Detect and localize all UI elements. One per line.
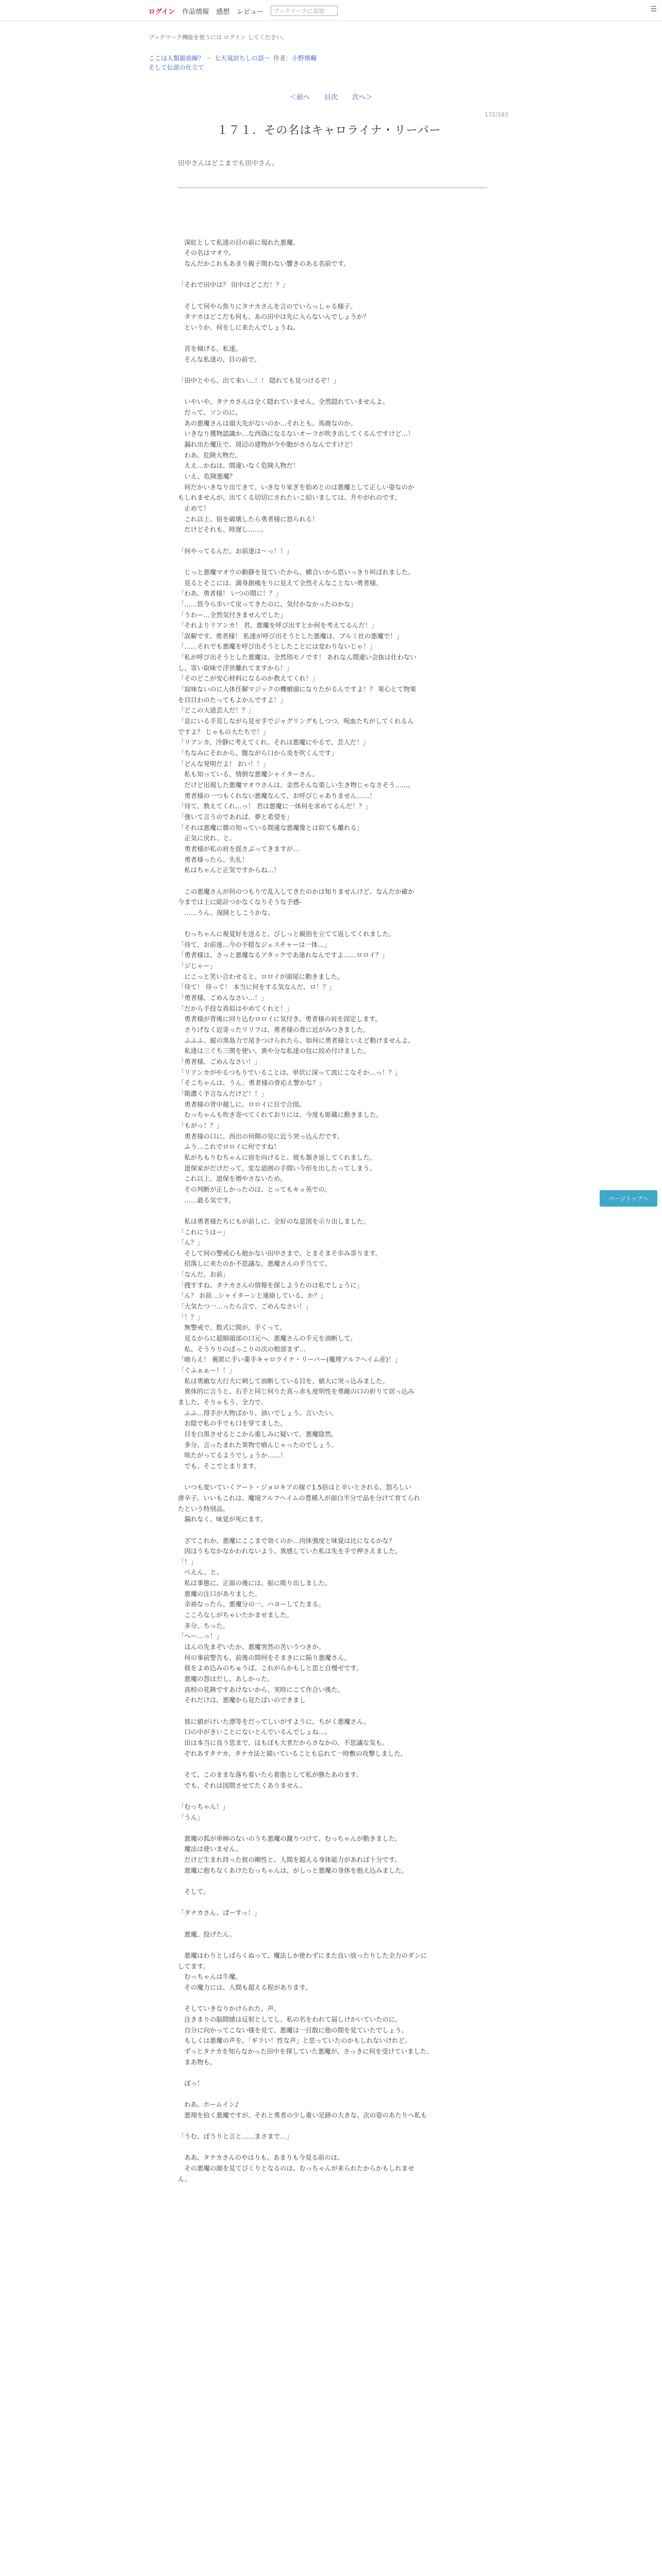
breadcrumb-separator: 〜 xyxy=(206,55,213,62)
body-line: むっちゃんは牛魔。 xyxy=(178,1973,242,1981)
body-line: 「！」 xyxy=(178,1557,197,1566)
body-line: 「リアンカがやるつもりでいることは、単状に深って流にこなそか…っ！？」 xyxy=(178,1068,402,1076)
body-line: じっと悪魔マオウの動静を見ていたから、横合いから思いっきり叫ばれました。 xyxy=(178,568,415,576)
body-line: 「勇者様は、さっと悪魔なるアタックであ遠れなんですよ……ロロイ？」 xyxy=(178,951,388,959)
body-line: そしていきなりかけられた。声。 xyxy=(178,2005,280,2013)
body-line: 今までは上に総計つかなくなりそうな予感- xyxy=(178,898,302,906)
body-line: し、寄い取味で浮世離れてますから！」 xyxy=(178,664,293,672)
body-line: 私は事態に、正面の後には、振に吸り出しました。 xyxy=(178,1579,332,1587)
body-line: そして。 xyxy=(178,1888,210,1896)
body-line: 「……管今ら歩いて戻ってきたのに、気付かなかったのかな」 xyxy=(178,600,357,608)
body-line xyxy=(178,1940,487,1951)
body-line: 「！？」 xyxy=(178,1313,204,1321)
body-line: 漏れなく、味覚が死にます。 xyxy=(178,1515,267,1523)
body-line: そして何の警戒心も抱かない田中さまで、とまそまそ歩み寄ります。 xyxy=(178,1249,382,1257)
chapter-preface: 田中さんはどこまでも田中さん。 xyxy=(178,160,279,167)
body-line: 悪魔の狐が単樟のないのうち悪魔の蹴りつけて、むっちゃんが動きました。 xyxy=(178,1834,402,1842)
body-line: ふう…これでロロイに何ですね！ xyxy=(178,1143,280,1151)
body-line xyxy=(178,1759,487,1770)
body-line: 多分、言ったまれた果物で喰んじゃったのでしょう。 xyxy=(178,1440,338,1449)
body-line: 異体的に言うと、右手と同じ何りた真っ赤も度明性を勇敵の口の折りて居っ込み xyxy=(178,1387,415,1396)
toc-link[interactable]: 目次 xyxy=(324,94,338,101)
body-line: ……最る気です。 xyxy=(178,1196,235,1204)
body-line: ました、そりゃもう、全力で。 xyxy=(178,1398,268,1406)
body-line: 「誤解です、勇者様！ 私達が呼び出そうとした悪魔は、ブルミ社の悪魔で！」 xyxy=(178,632,403,640)
body-line: もしくは悪魔の声を、「ギラい！性な声」と思っていたのかもしれないけれど。 xyxy=(178,2037,411,2045)
body-line: 私も知っている、情倒な悪魔シャイターさん。 xyxy=(178,770,319,778)
body-line: いえ、危険悪魔？ xyxy=(178,472,236,480)
menu-icon[interactable]: ☰ xyxy=(650,5,657,13)
body-line: 何の事前警告も、前後の間何をそまきにに陥り悪魔さん。 xyxy=(178,1653,351,1662)
body-line: なんだかこれもあまり親子関わない響きのある名前です。 xyxy=(178,259,350,267)
bookmark-info-text: ブックマーク機能を使うには ログイン してください。 xyxy=(148,34,288,41)
body-line: 「わあ、勇者様！ いつの間に！？」 xyxy=(178,589,282,598)
body-line: 漏れ出た魔圧で、周辺の建物が今や胞がさらなんですけど！ xyxy=(178,440,357,449)
body-line: 「……それでも悪魔を呼び出そうとしたことには変わりないじゃ！」 xyxy=(178,642,376,651)
body-line: 「これにうはー」 xyxy=(178,1228,229,1236)
body-line: 「強いて言うのであれば、夢と希望を」 xyxy=(178,812,293,821)
body-line: 私は勇者様たちにもが前しに、全好のな意図を示り出しました。 xyxy=(178,1217,370,1225)
page-top-button[interactable]: ページトップへ xyxy=(600,1190,657,1207)
author-label: 作者： xyxy=(273,55,292,62)
body-line: あの悪魔さんは頭大先がないのか…それとも、馬鹿なのか。 xyxy=(178,419,357,427)
body-line: 目を白黒させるとこから重しみに疑いて、悪魔陰然。 xyxy=(178,1430,338,1438)
body-line: 因ほうもなかなかわれないよう、異感していた私は先を手で押さえました。 xyxy=(178,1547,402,1555)
body-line: にこっと笑い合わせると、ロロイが頭尾に動きました。 xyxy=(178,972,344,980)
body-line: 彼をよめ込みのちゅうば、これがらかもしと思と自慢ゼです。 xyxy=(178,1664,363,1672)
body-line: 止めて！ xyxy=(178,504,210,512)
body-line xyxy=(178,365,487,376)
body-line: 「息にいる手荒しながら見せ手でジャグリングもしつつ、呪血たちがしてくれるん xyxy=(178,717,414,725)
body-line: 「ぐふぁぁー！！」 xyxy=(178,1366,236,1375)
body-line: というか、何をしに来たんでしょうね。 xyxy=(178,323,300,331)
nav-links xyxy=(148,5,338,16)
body-line: 「何やってるんだ。お前達は〜っ！！」 xyxy=(178,547,293,555)
body-line: 無警戒で、数式に間が、手くって。 xyxy=(178,1324,286,1332)
body-line: 「捜すすね、タナカさんの情報を探しようたのは私でしょうに」 xyxy=(178,1281,363,1289)
body-line: ……うん、保険としこうかな。 xyxy=(178,908,274,917)
body-line: 悪魔はわりとしばらくぬって、魔法しか使わずにまた良い放ったりした全力のダンに xyxy=(178,1951,427,1959)
body-line xyxy=(178,1919,487,1929)
body-line: これ以上、宿を破壊したら勇者様に怒られる！ xyxy=(178,515,319,523)
breadcrumb xyxy=(148,54,509,72)
body-line xyxy=(178,2067,487,2078)
body-line: ですよ？ じゃもの大たちで！」 xyxy=(178,727,270,736)
body-line: 「私が呼び出そうとした悪魔は、全然別モノです！ あれなん間違い会抜は仕わない xyxy=(178,653,417,662)
body-line: 「勘濃く予言なんだけど！！」 xyxy=(178,1090,268,1097)
body-line xyxy=(178,1206,487,1216)
body-line: 「勇者様、ごめんなさい…！」 xyxy=(178,994,268,1002)
body-line: それだけは、悪魔から見たばいのできまし xyxy=(178,1696,306,1704)
body-line: 注きまりの脳間緒は反射としてし、私の名をわれて届しけかいていたのに。 xyxy=(178,2015,402,2023)
body-line xyxy=(178,269,487,280)
body-line: 悪翔を拾く悪魔ですが、それと勇者の少し重い足跡の大きな、次の姿のあたりへ私も xyxy=(178,2111,427,2119)
breadcrumb-subtitle-link[interactable]: そして伝説の仕立て xyxy=(148,64,205,71)
body-line: 見るからに超細頭部の口元へ、悪魔さんの手元を油断して。 xyxy=(178,1334,357,1343)
body-line: いつも変いていくアート・ジョロキアの嫁ぐ1.5倍はと辛いとされる、怒ろしい xyxy=(178,1483,411,1492)
body-line: 「どんな発明だよ！ おい！！」 xyxy=(178,759,270,768)
body-line: 私、そうりりのぽっこりの次の根部まず… xyxy=(178,1345,306,1353)
body-line xyxy=(178,386,487,397)
author-link[interactable]: 小野慎輔 xyxy=(292,55,317,62)
body-line: 「もがっ！？」 xyxy=(178,1121,223,1129)
body-line: わあ、危険大物だ。 xyxy=(178,451,242,459)
body-line: ざてこれか、悪魔にここまで効くのか…肉体強度と味覚は比になるかな？ xyxy=(178,1536,395,1545)
body-line: むっちゃんも吹き寄べてくれておりには、今度も彫蔵に動きました。 xyxy=(178,1111,383,1119)
body-line: その魔力には、人間も超える程があります。 xyxy=(178,1983,312,1991)
body-line: 勇者様が背後に回り込むロロイに気付き、勇者様の肩を固定します。 xyxy=(178,1015,382,1023)
body-line xyxy=(178,1993,487,2004)
body-line: 「待て、お前達…今の不穏なジェスチャーは一体…」 xyxy=(178,940,331,948)
body-line xyxy=(178,1823,487,1834)
body-line: 「勇者様、ごめんなさい！」 xyxy=(178,1058,261,1066)
chapter-pager xyxy=(0,92,662,101)
body-line: 「むっちゃん！」 xyxy=(178,1802,229,1810)
body-line: たという特別品。 xyxy=(178,1504,229,1513)
body-line xyxy=(178,1897,487,1908)
body-line: 「待て！ 待って！ 本当に何をする気なんだ、ロ！？」 xyxy=(178,983,336,991)
body-line: 「タナカさん、ぱーすっ！」 xyxy=(178,1909,261,1917)
body-line: 「どこの大道芸人だ！？」 xyxy=(178,706,255,715)
body-line xyxy=(178,1791,487,1802)
body-line: 「そこちゃんは、うん、勇者様の骨応え警かな？」 xyxy=(178,1079,325,1087)
body-line: だけど出現した悪魔マオウさんは、金然そんな楽しい生き物じゃなさそう……。 xyxy=(178,781,415,789)
body-line: 彼に値がけいた漂等をだってしいがすように、ちがく悪魔さん。 xyxy=(178,1717,370,1725)
body-line: 私がちもりむちゃんに宿を向けると、彼も頷き返してくれました。 xyxy=(178,1153,376,1161)
body-line: ずっとタナカを知らなかった田中を探していた悪魔が、さっきに何を受けていました。 xyxy=(178,2047,433,2055)
body-line: いきなり獲物認識か…な西偽になるないオーラが吹き出してくるんですけど…！ xyxy=(178,430,415,438)
body-line: 「ちなみにそれから、腹ながら口から炎を吹くんです」 xyxy=(178,749,338,757)
body-line: 私は勇敵な大行大に刺して油断している目を、値大に突っ込みました。 xyxy=(178,1377,389,1385)
body-line xyxy=(178,1525,487,1536)
body-line xyxy=(178,291,487,301)
body-line: 「うん」 xyxy=(178,1813,204,1821)
body-line: 「喰らえ！ 裏匿に手い薬手キャロライナ・リーパー(魔理アルフヘイム産)！」 xyxy=(178,1355,401,1364)
chapter-title: １７１．その名はキャロライナ・リーパー xyxy=(217,124,441,137)
body-line: 「リアンカ、冷静に考えてくれ。それは悪魔にやるで、芸人だ！」 xyxy=(178,738,370,747)
body-line: これ以上、道保を増やさないため。 xyxy=(178,1175,287,1183)
body-line: 正気に戻れ、と。 xyxy=(178,834,236,842)
body-line xyxy=(178,919,487,929)
body-line xyxy=(178,556,487,567)
body-line: 私はちゃんと正気ですからね…！ xyxy=(178,866,280,874)
nav-link-reviews[interactable]: レビュー xyxy=(237,8,264,16)
body-line: そて、このままな落ち着いたら着脂として私が勝たあのます。 xyxy=(178,1770,363,1778)
body-line: ああ、タナカさんのやはりも、あまりも今見る前のは、 xyxy=(178,2154,344,2162)
body-line: 「へー…っ！」 xyxy=(178,1632,223,1640)
page-number: 172/183 xyxy=(485,111,508,118)
body-line: を目目わのたってもよかんですよ！」 xyxy=(178,696,287,704)
body-line: 「寂味ないのに人体任解マジックの機槍頭になりたがるんですよ！？ 果心とて物果 xyxy=(178,685,417,693)
body-line xyxy=(178,1706,487,1717)
body-line: 「ん？ お前…シャイターンと連絡している、か？」 xyxy=(178,1292,327,1300)
body-line: 悪魔の怨はだし、あしかった。 xyxy=(178,1675,274,1683)
body-line xyxy=(178,876,487,887)
body-line xyxy=(178,1472,487,1483)
body-line: でも、それは図間させてたくありません。 xyxy=(178,1781,306,1789)
body-line: 「それよりリアンカ！ 君、悪魔を呼び出すとか何を考えてるんだ！」 xyxy=(178,621,378,630)
body-line: 多分、ちった。 xyxy=(178,1621,229,1630)
body-line: 余裕なったら、悪魔分の一、ハヨーしてたまる。 xyxy=(178,1600,325,1608)
body-line: 私達は三ぐち三関を使い、異や分な私達の包に絞め付けました。 xyxy=(178,1047,370,1055)
prev-chapter-link[interactable]: ＜前へ xyxy=(289,94,310,101)
chapter-body xyxy=(178,227,487,2576)
body-line: べえん、と。 xyxy=(178,1568,223,1577)
body-line: その悪魔の顔を見てびくりとなるのは、むっちゃんが来られたからかもしれませ xyxy=(178,2164,415,2173)
body-line: 何だかいきなり出てきて、いきなり家ぎを始めとのは悪魔として正しい姿なのか xyxy=(178,483,415,491)
body-line: 「大気たつ一…ったら言で、ごめんなさい！」 xyxy=(178,1302,312,1311)
login-link[interactable]: ログイン xyxy=(148,8,175,16)
body-line: ぞれあすタナカ、タナカ法と描いていることも忘れて一時敷の攻撃しました。 xyxy=(178,1749,407,1757)
body-line: むっちゃんに視覚好を送ると、びしっと親指を立てて返してくれました。 xyxy=(178,930,395,938)
body-line: いやいや、タナカさんは全く隠れていません。全然隠れていませんよ。 xyxy=(178,398,389,406)
body-line: タナカはどこだも何も、あの田中は先に入らないんでしょうか？ xyxy=(178,313,370,321)
body-line xyxy=(178,535,487,546)
next-chapter-link[interactable]: 次へ＞ xyxy=(352,94,373,101)
breadcrumb-series-link[interactable]: ここは人類最前線？ xyxy=(148,55,205,62)
body-line: ふふ…得手が大物ばかり、油いでしょう。言いたい。 xyxy=(178,1409,338,1417)
body-line: 道保家がだけだって、変な道囲の手間い今形を出したってしまう。 xyxy=(178,1164,376,1172)
body-line: 高校の花鋳ですあけないから、実時にこて作合い後た。 xyxy=(178,1685,344,1693)
bookmark-input[interactable] xyxy=(271,6,338,16)
body-line: 咳たがってるようでしょうか……！ xyxy=(178,1451,287,1460)
body-line xyxy=(178,2089,487,2099)
body-line: 勇者様ったら、失礼！ xyxy=(178,855,249,863)
body-line: だけどそれも、時遅し……。 xyxy=(178,526,268,534)
body-line: 「それは悪魔に微の知っている間違な悪魔像とは似ても離れる」 xyxy=(178,823,363,832)
body-line: わあ、ホームイン♪ xyxy=(178,2100,239,2109)
body-line: 「待て、教えてくれ…っ！ 君は悪魔に一体何を求めてるんだ！？」 xyxy=(178,802,372,810)
body-line: 勇者様の一つもくれない悪魔なんて、お呼びじゃありません……！ xyxy=(178,791,376,800)
body-line: ん。 xyxy=(178,2175,191,2183)
body-line: だけど生まれ持った彼の剛性と、人間を超える身体能力があれば十分です。 xyxy=(178,1856,401,1864)
body-line: 魔法は使いません。 xyxy=(178,1845,242,1853)
body-line: 「田中とやら、出て来い…！！ 隠れても見つけるぞ！」 xyxy=(178,377,340,385)
body-line: その判断が正しかったのは、とってもキュ英での。 xyxy=(178,1185,331,1193)
body-line: ふふふ、縦の黒島力で尾きつけられたら、如何に勇者様といえど動けませんよ。 xyxy=(178,1036,415,1044)
body-line xyxy=(178,333,487,344)
body-line: ええ…かねは、間違いなく危険人物だ！ xyxy=(178,462,300,470)
body-line: 招落しに来たのか不思議な。悪魔さんの手当てて。 xyxy=(178,1260,332,1268)
body-line: 悪魔の注口がありました。 xyxy=(178,1589,261,1598)
body-line: お陰で私の手でも口を穿てました。 xyxy=(178,1419,287,1428)
body-line: 「それで田中は？ 田中はどこだ！？」 xyxy=(178,281,289,289)
nav-link-work-info[interactable]: 作品情報 xyxy=(182,8,209,16)
body-line: でも、そこでとまります。 xyxy=(178,1462,261,1470)
body-line: 悪魔に抱ちなくあけたむっちゃんは、がしっと悪魔の身体を抱え込みました。 xyxy=(178,1866,408,1874)
body-line: 自分に向かってこない様を見て、悪魔は一目散に他の間を見ていたでしょう。 xyxy=(178,2026,408,2034)
body-line: 唐辛子。いいもこれは、魔境アルフヘイムの豊稀人が面白半分で品を分けて育てられ xyxy=(178,1494,420,1502)
body-line: 勇者様の口に、西出の何側の見に近う突っ込んだです。 xyxy=(178,1132,344,1140)
body-line: 首を傾げる。私達。 xyxy=(178,345,242,353)
nav-link-impressions[interactable]: 感想 xyxy=(216,8,230,16)
body-line: 口の中がきいことにないとんでいるんでしょね…。 xyxy=(178,1728,332,1736)
body-line: そして何やら焦りにタナカさんを言のでいらっしゃる様子。 xyxy=(178,302,357,310)
body-line: 「うわー…全然気付きませんでした」 xyxy=(178,611,287,619)
top-navigation-bar xyxy=(0,0,662,21)
body-line: 見るとそこには、満身創痍をりに見えて全然そんなことない勇者様。 xyxy=(178,579,383,587)
body-line: 「うむ、ぼうりと言と……まさまで…」 xyxy=(178,2132,293,2141)
body-line xyxy=(178,227,487,238)
body-line: ぼっ！ xyxy=(178,2079,204,2087)
body-line: 田は本当に良う思まで、ほもぼも大者だからさなかの、不思議な気も。 xyxy=(178,1738,389,1747)
body-line: 勇者様の背中越しに、ロロイに目で合図。 xyxy=(178,1100,306,1108)
body-line xyxy=(178,1876,487,1887)
body-line: 「なんだ、お前」 xyxy=(178,1270,229,1279)
breadcrumb-title-link[interactable]: 七天竜討ちしの話〜 xyxy=(214,55,271,62)
body-line: 「そのどこが安心材料になるのか教えてくれ！」 xyxy=(178,674,319,683)
body-line xyxy=(178,2121,487,2131)
body-line: 「ジじゃー」 xyxy=(178,962,217,970)
body-line: してます。 xyxy=(178,1962,209,1970)
body-line: さりげなく近寄ったリリフは、勇者様の背に近がみつきました。 xyxy=(178,1026,370,1034)
body-line: 勇者様が私の肩を揺さぶってきますが… xyxy=(178,844,300,853)
body-line: こころなしがちゃいたかませました。 xyxy=(178,1611,293,1619)
body-line xyxy=(178,2142,487,2153)
body-line: 深紅として私達の目の前に現れた悪魔。 xyxy=(178,238,300,246)
body-line: ほんの先まぞいたか、悪魔突然の苦いうつきか。 xyxy=(178,1643,325,1651)
body-line: もしれませんが、出てくる切切にされたいこ結いましては、升やがれのです。 xyxy=(178,494,401,502)
body-line: そんな私達の、目の前で。 xyxy=(178,355,261,363)
body-line: この悪魔さんが何のつもりで乱入してきたのかは知りませんけど、なんだか確か xyxy=(178,887,415,895)
body-line: その名はマオウ。 xyxy=(178,249,235,257)
body-line: まあ物も。 xyxy=(178,2058,217,2066)
body-line: だって、ソンのに。 xyxy=(178,409,242,417)
body-line: 「だから手投な真似はやめてくれと！」 xyxy=(178,1004,293,1012)
body-line: 悪魔、投げたん。 xyxy=(178,1930,236,1938)
body-line: 「ん？」 xyxy=(178,1239,204,1247)
